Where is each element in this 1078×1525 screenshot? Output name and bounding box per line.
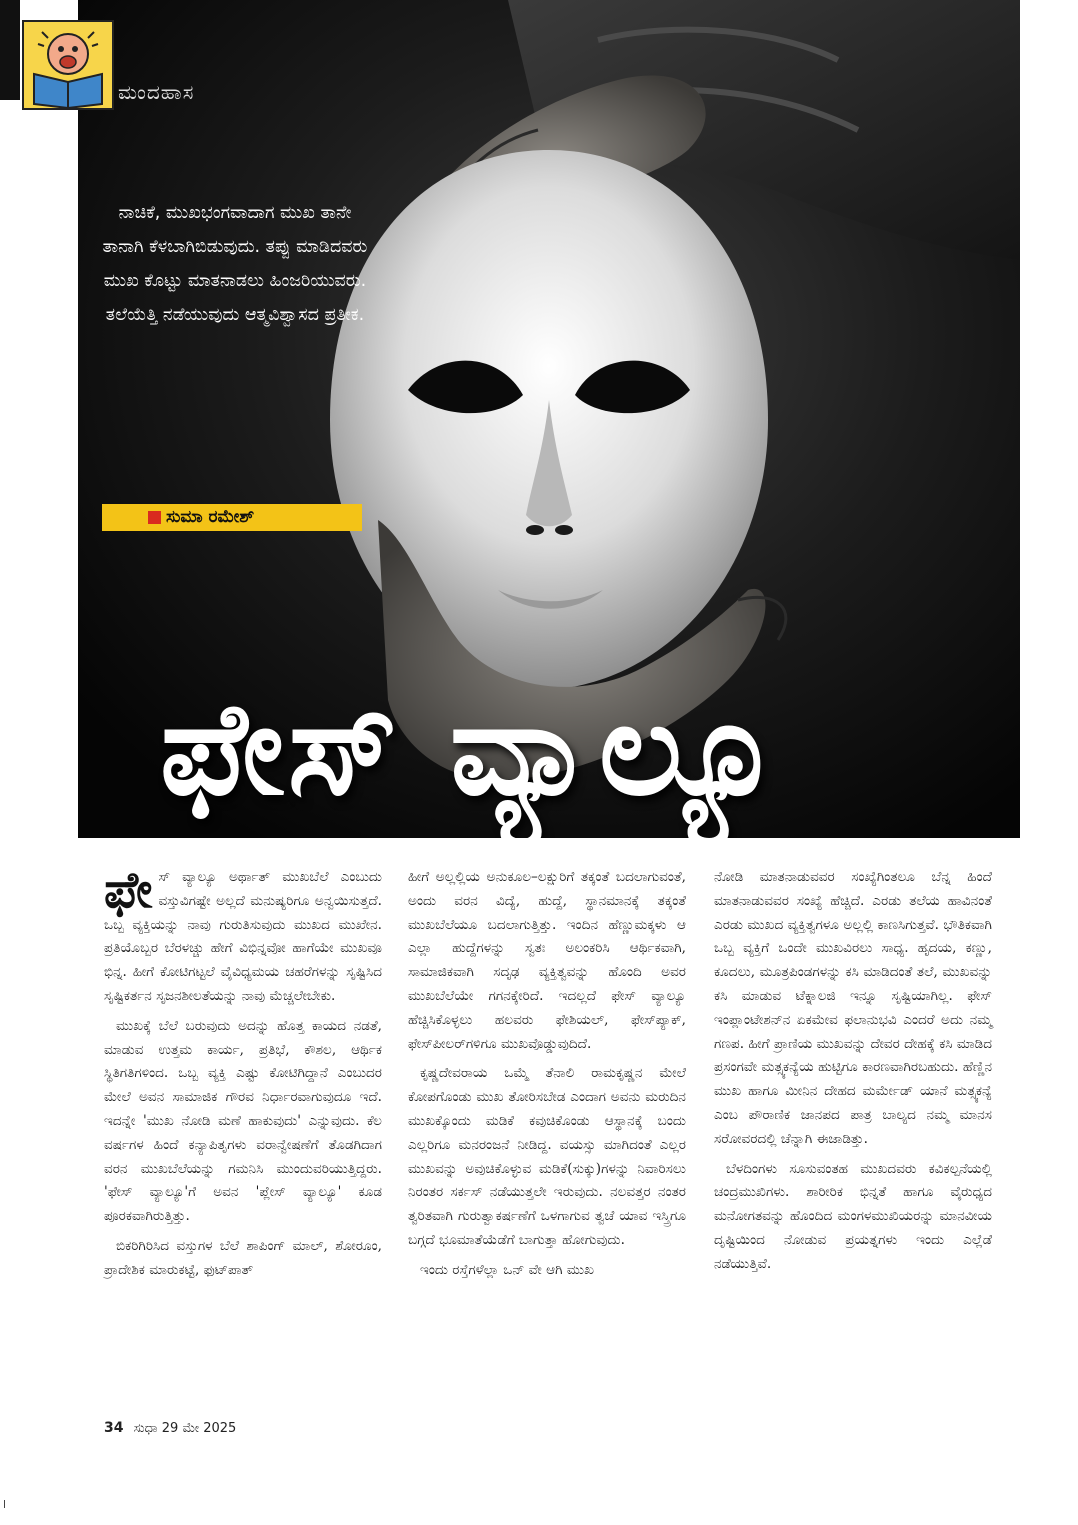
paragraph	[104, 861, 382, 1009]
drop-cap: ಫೇ	[104, 861, 153, 919]
article-column-2	[408, 866, 686, 1289]
paragraph: ಹೀಗೆ ಅಲ್ಲಲ್ಲಿಯ ಅನುಕೂಲ–ಲಕ್ಷುರಿಗೆ ತಕ್ಕಂತೆ ಬದಲಾಗುವಂತೆ, ಅಂದು ವರನ ವಿದ್ಯೆ, ಹುದ್ದೆ, ಸ್ಥಾನಮಾನಕ್ಕೆ ತಕ್ಕಂತೆ ಮುಖಬೆಲೆಯೂ ಬದಲಾಗುತ್ತಿತ್ತು. ಇಂದಿನ ಹೆಣ್ಣುಮಕ್ಕಳು ಆ ಎಲ್ಲಾ ಹುದ್ದೆಗಳನ್ನು ಸ್ವತಃ ಅಲಂಕರಿಸಿ ಆರ್ಥಿಕವಾಗಿ, ಸಾಮಾಜಿಕವಾಗಿ ಸದೃಢ ವ್ಯಕ್ತಿತ್ವವನ್ನು ಹೊಂದಿ ಅವರ ಮುಖಬೆಲೆಯೇ ಗಗನಕ್ಕೇರಿದೆ. ಇದಲ್ಲದೆ ಫೇಸ್ ವ್ಯಾಲ್ಯೂ ಹೆಚ್ಚಿಸಿಕೊಳ್ಳಲು ಹಲವರು ಫೇಶಿಯಲ್, ಫೇಸ್‌ಪ್ಯಾಕ್, ಫೇಸ್‌ಪೀಲರ್‌ಗಳಿಗೂ ಮುಖವೊಡ್ಡುವುದಿದೆ.	[408, 869, 686, 1052]
page-number: 34	[104, 1420, 124, 1436]
byline-square-icon	[148, 511, 161, 524]
paragraph: ಇಂದು ರಸ್ತೆಗಳೆಲ್ಲಾ ಒನ್ ವೇ ಆಗಿ ಮುಖ	[420, 1261, 595, 1278]
author-name: ಸುಮಾ ರಮೇಶ್	[166, 507, 255, 527]
article-title: ಫೇಸ್ ವ್ಯಾಲ್ಯೂ	[160, 675, 786, 824]
page-footer	[104, 1420, 236, 1436]
paragraph: ಬೆಳದಿಂಗಳು ಸೂಸುವಂತಹ ಮುಖದವರು ಕವಿಕಲ್ಪನೆಯಲ್ಲಿ ಚಂದ್ರಮುಖಿಗಳು. ಶಾರೀರಿಕ ಭಿನ್ನತೆ ಹಾಗೂ ವೈರುಧ್ಯದ ಮನೋಗತವನ್ನು ಹೊಂದಿದ ಮಂಗಳಮುಖಿಯರನ್ನು ಮಾನವೀಯ ದೃಷ್ಟಿಯಿಂದ ನೋಡುವ ಪ್ರಯತ್ನಗಳು ಇಂದು ಎಲ್ಲೆಡೆ ನಡೆಯುತ್ತಿವೆ.	[714, 1160, 992, 1272]
article-body	[104, 861, 992, 1406]
paragraph-text: ಸ್ ವ್ಯಾಲ್ಯೂ ಅರ್ಥಾತ್ ಮುಖಬೆಲೆ ಎಂಬುದು ವಸ್ತುವಿಗಷ್ಟೇ ಅಲ್ಲದೆ ಮನುಷ್ಯರಿಗೂ ಅನ್ವಯಿಸುತ್ತದೆ. ಒಬ್ಬ ವ್ಯಕ್ತಿಯನ್ನು ನಾವು ಗುರುತಿಸುವುದು ಮುಖದ ಮುಖೇನ. ಪ್ರತಿಯೊಬ್ಬರ ಬೆರಳಚ್ಚು ಹೇಗೆ ವಿಭಿನ್ನವೋ ಹಾಗೆಯೇ ಮುಖವೂ ಭಿನ್ನ. ಹೀಗೆ ಕೋಟಿಗಟ್ಟಲೆ ವೈವಿಧ್ಯಮಯ ಚಹರೆಗಳನ್ನು ಸೃಷ್ಟಿಸಿದ ಸೃಷ್ಟಿಕರ್ತನ ಸೃಜನಶೀಲತೆಯನ್ನು ನಾವು ಮೆಚ್ಚಲೇಬೇಕು.	[104, 869, 382, 1004]
article-deck: ನಾಚಿಕೆ, ಮುಖಭಂಗವಾದಾಗ ಮುಖ ತಾನೇ ತಾನಾಗಿ ಕೆಳಬಾಗಿಬಿಡುವುದು. ತಪ್ಪು ಮಾಡಿದವರು ಮುಖ ಕೊಟ್ಟು ಮಾತನಾಡಲು ಹಿಂಜರಿಯುವರು. ತಲೆಯೆತ್ತಿ ನಡೆಯುವುದು ಆತ್ಮವಿಶ್ವಾಸದ ಪ್ರತೀಕ.	[102, 203, 368, 325]
article-column-1	[104, 861, 382, 1289]
article-column-3	[714, 866, 992, 1283]
paragraph: ಕೃಷ್ಣದೇವರಾಯ ಒಮ್ಮೆ ತೆನಾಲಿ ರಾಮಕೃಷ್ಣನ ಮೇಲೆ ಕೋಪಗೊಂಡು ಮುಖ ತೋರಿಸಬೇಡ ಎಂದಾಗ ಅವನು ಮರುದಿನ ಮುಖಕ್ಕೊಂದು ಮಡಿಕೆ ಕವುಚಿಕೊಂಡು ಆಸ್ಥಾನಕ್ಕೆ ಬಂದು ಎಲ್ಲರಿಗೂ ಮನರಂಜನೆ ನೀಡಿದ್ದ. ವಯಸ್ಸು ಮಾಗಿದಂತೆ ಎಲ್ಲರ ಮುಖವನ್ನು ಅವುಚಿಕೊಳ್ಳುವ ಮಡಿಕೆ(ಸುಕ್ಕು)ಗಳನ್ನು ನಿವಾರಿಸಲು ನಿರಂತರ ಸರ್ಕಸ್ ನಡೆಯುತ್ತಲೇ ಇರುವುದು. ನಲವತ್ತರ ನಂತರ ತ್ವರಿತವಾಗಿ ಗುರುತ್ವಾಕರ್ಷಣೆಗೆ ಒಳಗಾಗುವ ತ್ವಚೆ ಯಾವ ಇಸ್ತ್ರಿಗೂ ಬಗ್ಗದೆ ಭೂಮಾತೆಯೆಡೆಗೆ ಬಾಗುತ್ತಾ ಹೋಗುವುದು.	[408, 1065, 686, 1248]
paragraph: ನೋಡಿ ಮಾತನಾಡುವವರ ಸಂಖ್ಯೆಗಿಂತಲೂ ಬೆನ್ನ ಹಿಂದೆ ಮಾತನಾಡುವವರ ಸಂಖ್ಯೆ ಹೆಚ್ಚಿದೆ. ಎರಡು ತಲೆಯ ಹಾವಿನಂತೆ ಎರಡು ಮುಖದ ವ್ಯಕ್ತಿತ್ವಗಳೂ ಅಲ್ಲಲ್ಲಿ ಕಾಣಸಿಗುತ್ತವೆ. ಭೌತಿಕವಾಗಿ ಒಬ್ಬ ವ್ಯಕ್ತಿಗೆ ಒಂದೇ ಮುಖವಿರಲು ಸಾಧ್ಯ. ಹೃದಯ, ಕಣ್ಣು, ಕೂದಲು, ಮೂತ್ರಪಿಂಡಗಳನ್ನು ಕಸಿ ಮಾಡಿದಂತೆ ತಲೆ, ಮುಖವನ್ನು ಕಸಿ ಮಾಡುವ ಟೆಕ್ನಾಲಜಿ ಇನ್ನೂ ಸೃಷ್ಟಿಯಾಗಿಲ್ಲ. ಫೇಸ್ ಇಂಪ್ಲಾಂಟೇಶನ್‌ನ ಏಕಮೇವ ಫಲಾನುಭವಿ ಎಂದರೆ ಅದು ನಮ್ಮ ಗಣಪ. ಹೀಗೆ ಪ್ರಾಣಿಯ ಮುಖವನ್ನು ದೇವರ ದೇಹಕ್ಕೆ ಕಸಿ ಮಾಡಿದ ಪ್ರಸಂಗವೇ ಮತ್ಸ್ಯಕನ್ಯೆಯ ಹುಟ್ಟಿಗೂ ಕಾರಣವಾಗಿರಬಹುದು. ಹೆಣ್ಣಿನ ಮುಖ ಹಾಗೂ ಮೀನಿನ ದೇಹದ ಮರ್ಮೇಡ್ ಯಾನೆ ಮತ್ಸ್ಯಕನ್ಯೆ ಎಂಬ ಪೌರಾಣಿಕ ಜಾನಪದ ಪಾತ್ರ ಬಾಲ್ಯದ ನಮ್ಮ ಮಾನಸ ಸರೋವರದಲ್ಲಿ ಚೆನ್ನಾಗಿ ಈಜಾಡಿತ್ತು.	[714, 869, 992, 1147]
section-label: ಮಂದಹಾಸ	[118, 80, 195, 104]
issue-date: ಸುಧಾ 29 ಮೇ 2025	[133, 1421, 237, 1436]
crop-mark	[4, 1500, 13, 1508]
paragraph: ಮುಖಕ್ಕೆ ಬೆಲೆ ಬರುವುದು ಅದನ್ನು ಹೊತ್ತ ಕಾಯದ ನಡತೆ, ಮಾಡುವ ಉತ್ತಮ ಕಾರ್ಯ, ಪ್ರತಿಭೆ, ಕೌಶಲ, ಆರ್ಥಿಕ ಸ್ಥಿತಿಗತಿಗಳಿಂದ. ಒಬ್ಬ ವ್ಯಕ್ತಿ ಎಷ್ಟು ಕೋಟಿಗಿದ್ದಾನೆ ಎಂಬುದರ ಮೇಲೆ ಅವನ ಸಾಮಾಜಿಕ ಗೌರವ ನಿರ್ಧಾರವಾಗುವುದೂ ಇದೆ. ಇದನ್ನೇ 'ಮುಖ ನೋಡಿ ಮಣೆ ಹಾಕುವುದು' ಎನ್ನುವುದು. ಕೆಲ ವರ್ಷಗಳ ಹಿಂದೆ ಕನ್ಯಾಪಿತೃಗಳು ವರಾನ್ವೇಷಣೆಗೆ ತೊಡಗಿದಾಗ ವರನ ಮುಖಬೆಲೆಯನ್ನು ಗಮನಿಸಿ ಮುಂದುವರಿಯುತ್ತಿದ್ದರು. 'ಫೇಸ್ ವ್ಯಾಲ್ಯೂ'ಗೆ ಅವನ 'ಪ್ಲೇಸ್ ವ್ಯಾಲ್ಯೂ' ಕೂಡ ಪೂರಕವಾಗಿರುತ್ತಿತ್ತು.	[104, 1017, 382, 1225]
hero-left-margin	[0, 0, 78, 838]
reading-cartoon-icon	[22, 20, 114, 110]
author-byline	[102, 504, 362, 531]
paragraph: ಬಿಕರಿಗಿರಿಸಿದ ವಸ್ತುಗಳ ಬೆಲೆ ಶಾಪಿಂಗ್ ಮಾಲ್, ಶೋರೂಂ, ಪ್ರಾದೇಶಿಕ ಮಾರುಕಟ್ಟೆ, ಫುಟ್‌ಪಾತ್	[104, 1237, 382, 1278]
